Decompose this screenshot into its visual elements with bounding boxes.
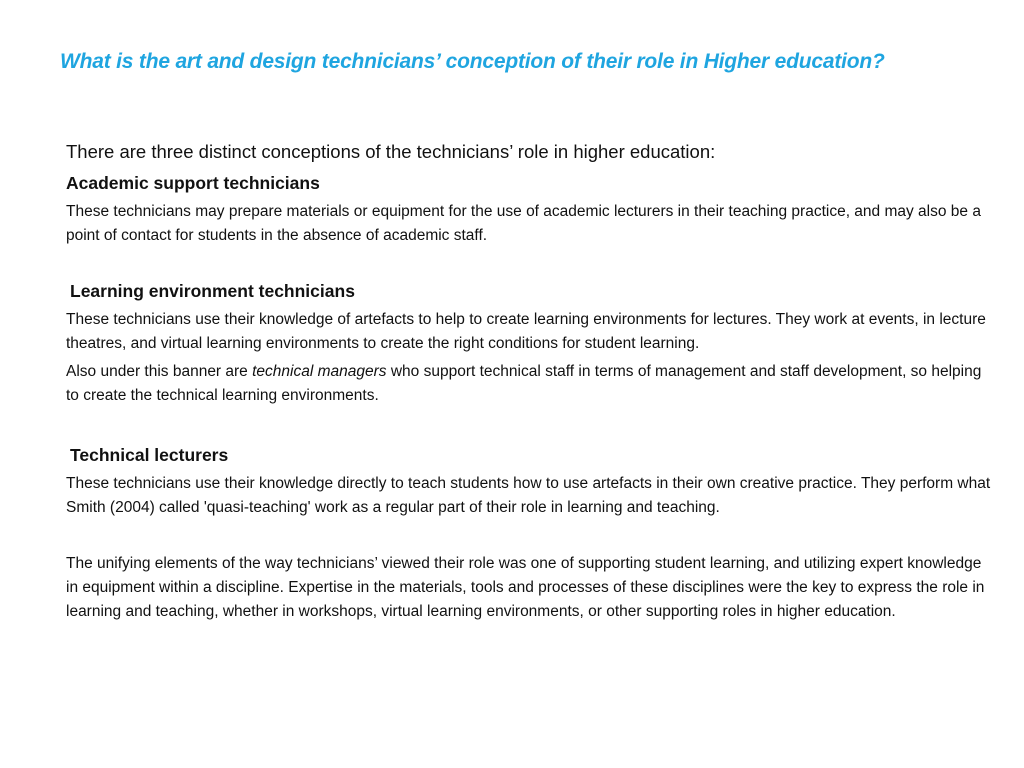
spacer: [66, 248, 991, 280]
conclusion-paragraph: The unifying elements of the way technicians’ viewed their role was one of supporting student learning, and utilizing expert knowledge in equipment within a discipline. Expertise in the materials, tools and processes of these disciplines were the key to express the role in learning and teaching, whether in workshops, virtual learning environments, or other supporting roles in higher education.: [66, 555, 985, 620]
section-heading-learning-environment: Learning environment technicians: [70, 281, 355, 301]
banner-suffix: who support technical staff in terms of management and staff development, so helping to create the technical learning environments.: [66, 363, 982, 404]
slide-title: What is the art and design technicians’ conception of their role in Higher education?: [60, 50, 885, 73]
spacer: [66, 408, 991, 444]
intro-text: There are three distinct conceptions of the technicians’ role in higher education:: [66, 141, 716, 162]
banner-prefix: Also under this banner are: [66, 363, 253, 380]
section-paragraph-learning-environment: These technicians use their knowledge of artefacts to help to create learning environments for lectures. They work at events, in lecture theatres, and virtual learning environments to create the right conditions for student learning.: [66, 311, 986, 352]
spacer: [66, 520, 991, 552]
section-heading-academic-support: Academic support technicians: [66, 173, 320, 193]
banner-paragraph: [66, 360, 991, 408]
section-heading-technical-lecturers: Technical lecturers: [70, 445, 229, 465]
banner-emphasis: technical managers: [252, 363, 387, 380]
section-paragraph-technical-lecturers: These technicians use their knowledge directly to teach students how to use artefacts in their own creative practice. They perform what Smith (2004) called 'quasi-teaching' work as a regular part of their role in learning and teaching.: [66, 475, 991, 516]
slide-content: [66, 140, 991, 624]
section-paragraph-academic-support: These technicians may prepare materials or equipment for the use of academic lecturers in their teaching practice, and may also be a point of contact for students in the absence of academic staff.: [66, 203, 981, 244]
